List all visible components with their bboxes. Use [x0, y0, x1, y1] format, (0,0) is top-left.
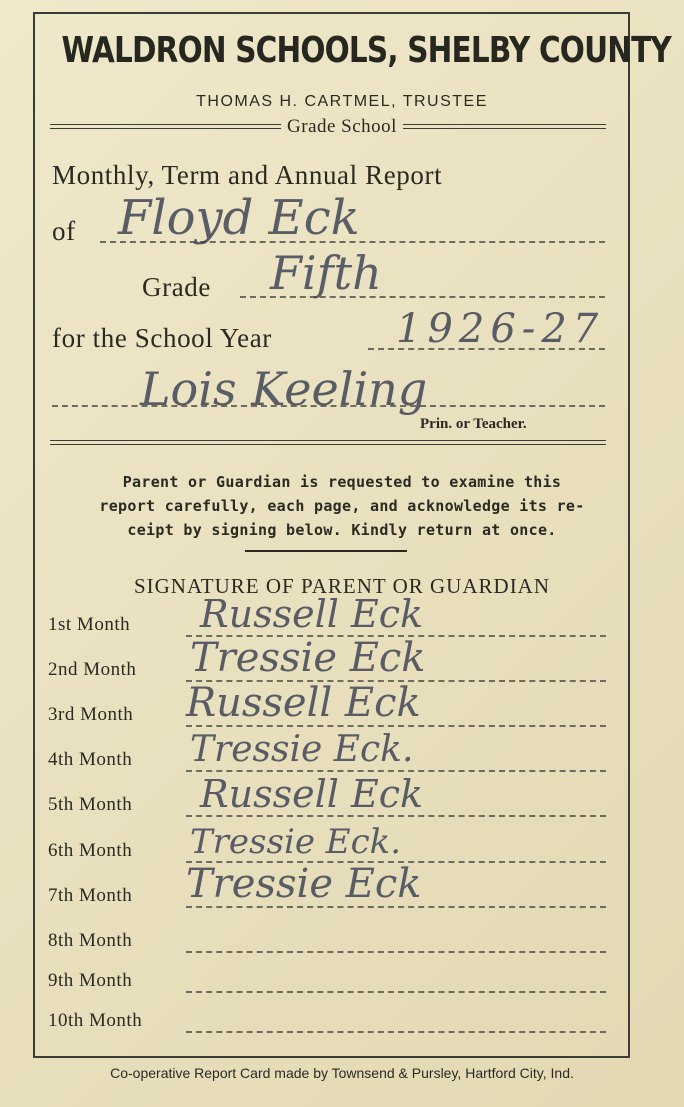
- printer-footer: Co-operative Report Card made by Townsend & Pursley, Hartford City, Ind.: [110, 1065, 574, 1081]
- parent-signature: Russell Eck: [186, 680, 421, 726]
- notice-text: [0, 470, 684, 542]
- parent-signature: Tressie Eck.: [190, 729, 414, 770]
- signature-line: [186, 991, 606, 993]
- notice-line-3: ceipt by signing below. Kindly return at once.: [127, 521, 557, 539]
- month-label: 7th Month: [48, 885, 133, 906]
- parent-signature: Tressie Eck.: [190, 822, 402, 862]
- year-label: for the School Year: [52, 323, 272, 353]
- month-label: 6th Month: [48, 840, 133, 861]
- month-label: 10th Month: [48, 1010, 143, 1031]
- parent-signature: Tressie Eck: [190, 635, 426, 681]
- school-type: Grade School: [0, 116, 684, 138]
- year-value: 1926-27: [396, 306, 605, 352]
- student-name: Floyd Eck: [118, 190, 360, 246]
- section-divider: [50, 440, 606, 441]
- teacher-label: Prin. or Teacher.: [420, 416, 527, 432]
- teacher-name: Lois Keeling: [140, 362, 428, 416]
- notice-rule: [245, 550, 407, 552]
- notice-line-1: Parent or Guardian is requested to examine this: [122, 473, 562, 491]
- school-title: WALDRON SCHOOLS, SHELBY COUNTY: [61, 30, 671, 71]
- month-label: 1st Month: [48, 614, 131, 635]
- month-label: 4th Month: [48, 749, 133, 770]
- of-label: of: [52, 216, 76, 246]
- month-label: 2nd Month: [48, 659, 137, 680]
- signature-heading: SIGNATURE OF PARENT OR GUARDIAN: [133, 574, 551, 598]
- parent-signature: Tressie Eck: [186, 861, 422, 907]
- parent-signature: Russell Eck: [200, 592, 424, 636]
- grade-label: Grade: [142, 272, 211, 302]
- month-label: 8th Month: [48, 930, 133, 951]
- month-label: 5th Month: [48, 794, 133, 815]
- signature-line: [186, 1031, 606, 1033]
- month-label: 9th Month: [48, 970, 133, 991]
- notice-line-2: report carefully, each page, and acknowledge its re-: [99, 497, 585, 515]
- trustee-line: THOMAS H. CARTMEL, TRUSTEE: [196, 93, 488, 110]
- grade-value: Fifth: [270, 246, 382, 300]
- report-heading: Monthly, Term and Annual Report: [52, 160, 443, 190]
- month-label: 3rd Month: [48, 704, 134, 725]
- signature-line: [186, 951, 606, 953]
- parent-signature: Russell Eck: [200, 772, 424, 816]
